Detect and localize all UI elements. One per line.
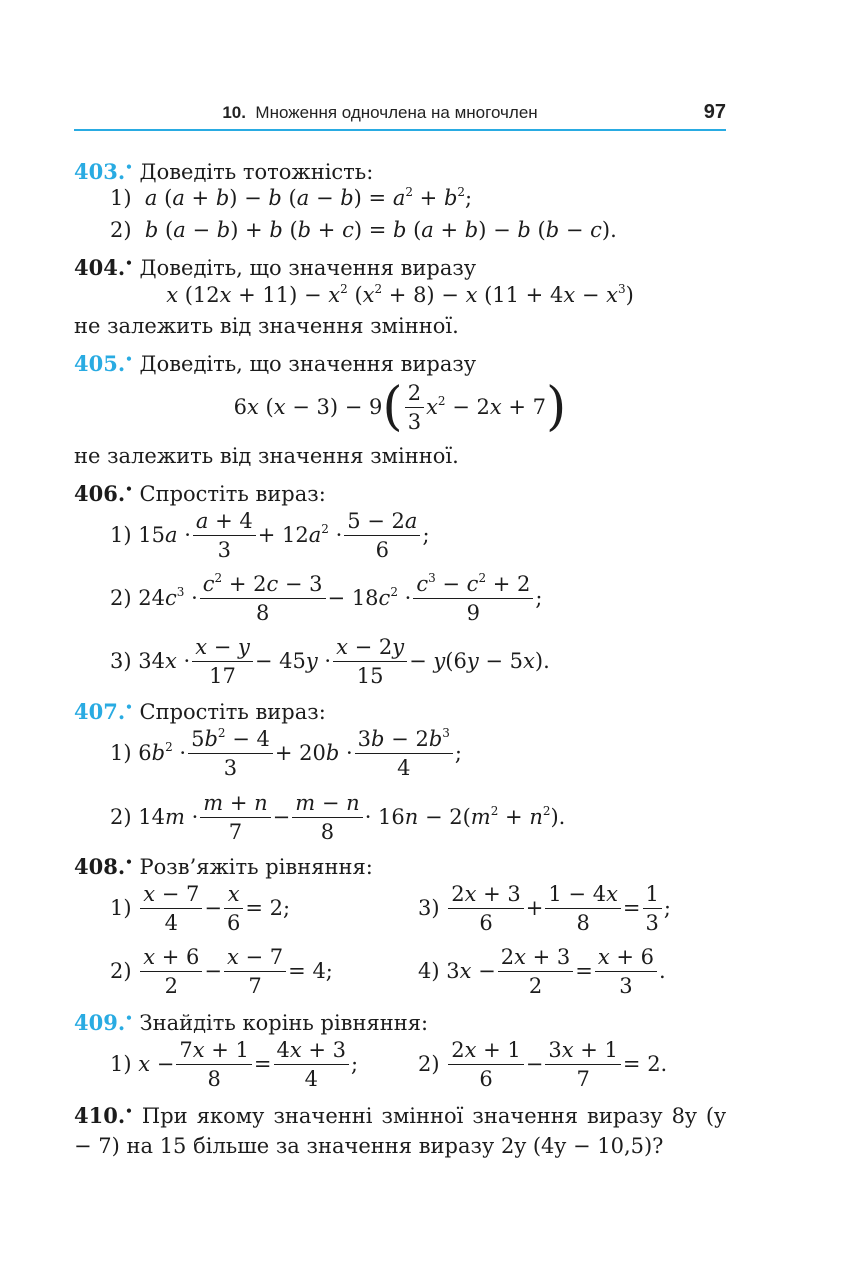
problem-406-item-2: 2) $24c^3$ · $\frac{c^2 + 2c - 3}{8}$ − $18c^2$ · $\frac{c^3 - c^2 + 2}{9}$ ;	[110, 570, 543, 625]
problem-406-item-1: 1) 15a · $\frac{a + 4}{3}$ + $12a^2$ · $\frac{5 - 2a}{6}$ ;	[110, 508, 430, 562]
problem-number: 404.•	[74, 255, 133, 280]
problem-408-item-2: 2) $\frac{x + 6}{2}$ − $\frac{x - 7}{7}$ = 4;	[110, 944, 333, 998]
problem-text: Доведіть тотожність:	[139, 160, 374, 184]
problem-403-item-2: 2) b (a − b) + b (b + c) = b (a + b) − b (b − c).	[110, 218, 617, 242]
problem-405-tail: не залежить від значення змінної.	[74, 444, 459, 468]
page-number: 97	[703, 101, 726, 123]
problem-408	[74, 847, 726, 882]
problem-text: Знайдіть корінь рівняння:	[139, 1011, 429, 1035]
problem-409-item-2: 2) $\frac{2x + 1}{6}$ − $\frac{3x + 1}{7}$ = 2.	[418, 1037, 668, 1091]
problem-406	[74, 474, 726, 509]
section-title	[74, 103, 686, 123]
problem-407-item-1: 1) $6b^2$ · $\frac{5b^2 - 4}{3}$ + 20b · $\frac{3b - 2b^3}{4}$ ;	[110, 725, 462, 780]
section-title-text: Множення одночлена на многочлен	[255, 103, 538, 122]
problem-407	[74, 692, 726, 727]
problem-number: 409.•	[74, 1010, 133, 1035]
problem-403-item-1: 1) a (a + b) − b $(a - b) = a^2 + b^2$;	[110, 185, 473, 210]
problem-405-expression: 6x (x − 3) − 9 ( $\frac{2}{3}$ $x^2 - 2x + 7$ )	[233, 377, 567, 437]
problem-408-item-1: 1) $\frac{x - 7}{4}$ − $\frac{x}{6}$ = 2;	[110, 881, 291, 935]
problem-text: Спростіть вираз:	[139, 482, 326, 506]
problem-number: 403.•	[74, 159, 133, 184]
problem-406-item-3: 3) 34x · $\frac{x - y}{17}$ − 45y · $\frac{x - 2y}{15}$ − y(6y − 5x).	[110, 634, 550, 688]
problem-404-expression: x $(12x + 11) - x^2$ $(x^2 + 8) - x$ $(11 + 4x - x^3)$	[166, 282, 634, 307]
problem-number: 408.•	[74, 854, 133, 879]
problem-407-item-2: 2) 14m · $\frac{m + n}{7}$ − $\frac{m - n}{8}$ · $16n - 2(m^2 + n^2)$.	[110, 790, 566, 844]
problem-number: 407.•	[74, 699, 133, 724]
problem-text: Доведіть, що значення виразу	[139, 256, 477, 280]
section-number: 10.	[222, 103, 246, 122]
problem-number: 410.•	[74, 1103, 133, 1128]
problem-text: Розв’яжіть рівняння:	[139, 855, 373, 879]
problem-409	[74, 1003, 726, 1038]
problem-number: 406.•	[74, 481, 133, 506]
problem-409-item-1: 1) x − $\frac{7x + 1}{8}$ = $\frac{4x + 3}{4}$ ;	[110, 1037, 359, 1091]
problem-text: Спростіть вираз:	[139, 700, 326, 724]
problem-404	[74, 248, 726, 283]
problem-text: Доведіть, що значення виразу	[139, 352, 477, 376]
problem-408-item-3: 3) $\frac{2x + 3}{6}$ + $\frac{1 - 4x}{8}$ = $\frac{1}{3}$ ;	[418, 881, 671, 935]
problem-408-item-4: 4) 3x − $\frac{2x + 3}{2}$ = $\frac{x + 6}{3}$ .	[418, 944, 666, 998]
problem-403	[74, 152, 726, 187]
problem-410	[74, 1096, 726, 1161]
problem-text: При якому значенні змінної значення виразу 8y (y − 7) на 15 більше за значення виразу 2y (4y − 10,5)?	[74, 1104, 726, 1158]
problem-number: 405.•	[74, 351, 133, 376]
running-header	[74, 100, 726, 130]
problem-404-tail: не залежить від значення змінної.	[74, 314, 459, 338]
problem-405	[74, 344, 726, 379]
header-divider	[74, 129, 726, 131]
